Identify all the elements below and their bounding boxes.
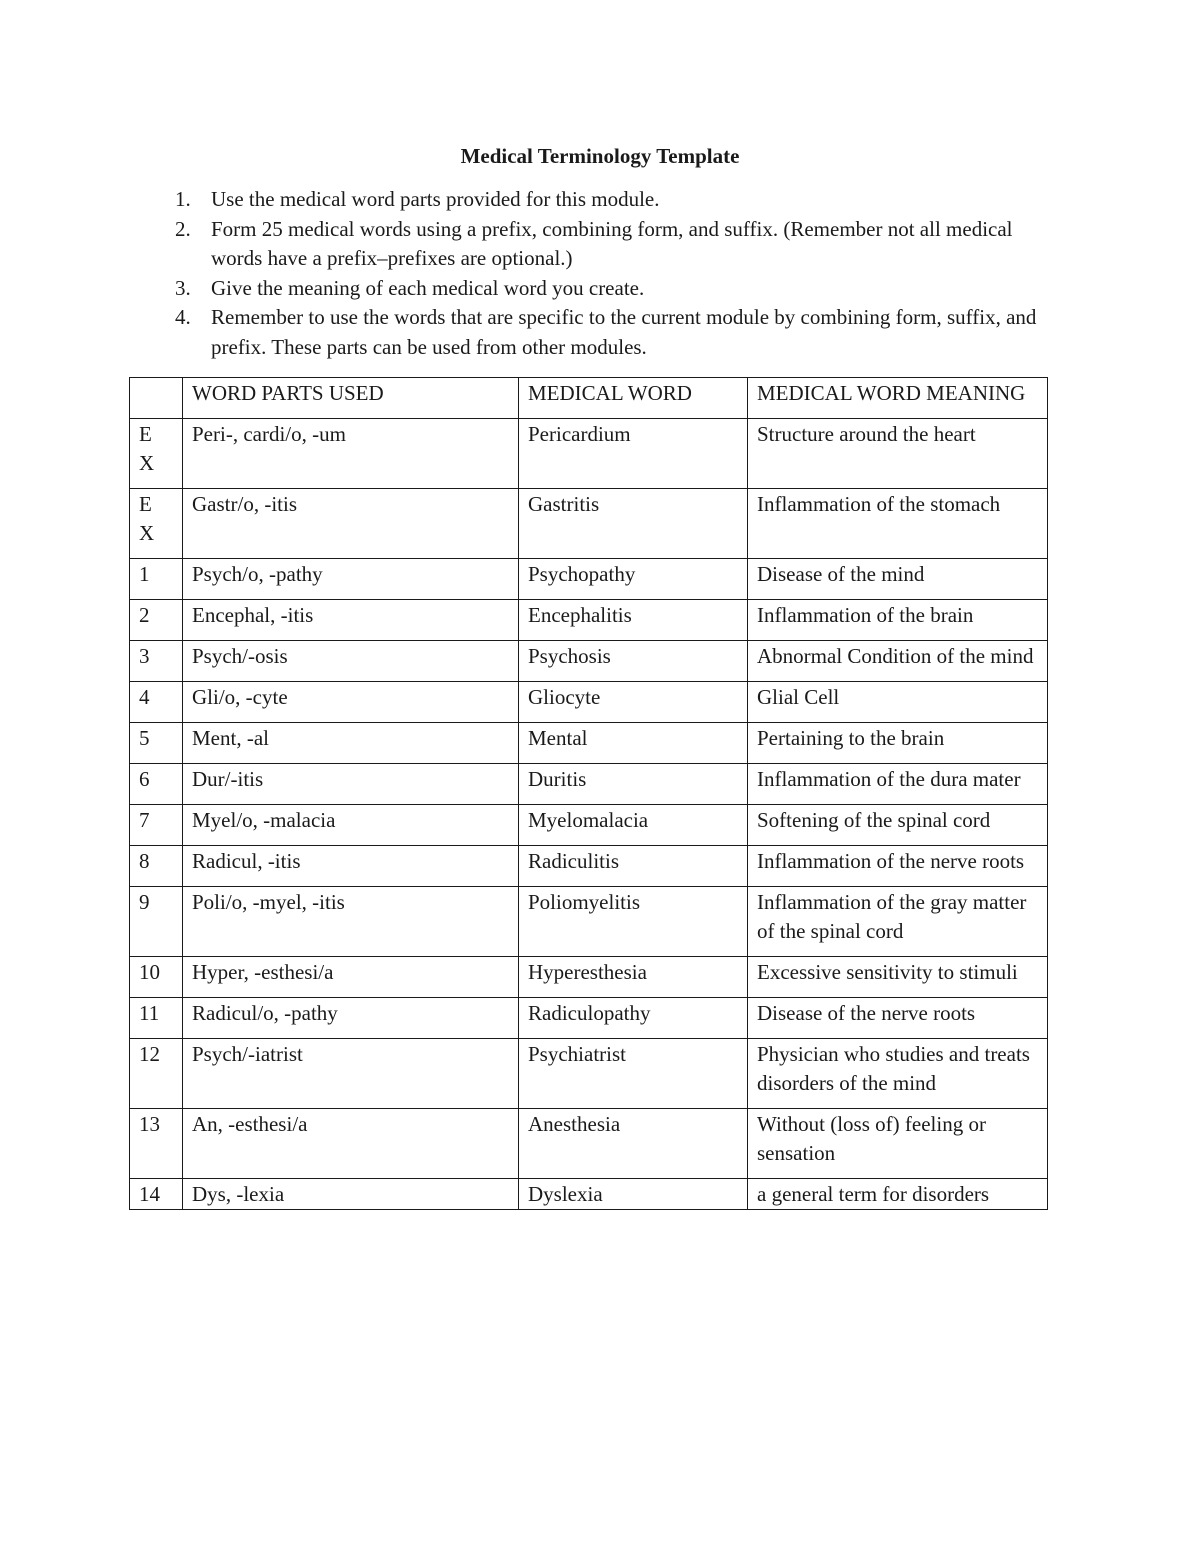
instruction-number: 4.: [175, 305, 191, 329]
instruction-text: Use the medical word parts provided for this module.: [211, 187, 660, 211]
row-index-cell: 14: [130, 1179, 183, 1210]
example-label: EX: [139, 422, 155, 475]
row-index-cell: 8: [130, 846, 183, 887]
page-title: Medical Terminology Template: [460, 144, 740, 168]
table-row: [130, 682, 1048, 723]
instruction-number: 3.: [175, 275, 191, 300]
meaning-cell: Pertaining to the brain: [748, 723, 1048, 764]
row-index-cell: 9: [130, 887, 183, 957]
medical-word-cell: Dyslexia: [519, 1179, 748, 1210]
row-index-cell: 6: [130, 764, 183, 805]
instruction-number: 1.: [175, 187, 191, 211]
table-row: [130, 641, 1048, 682]
meaning-cell: Without (loss of) feeling or sensation: [748, 1109, 1048, 1179]
word-parts-cell: Radicul/o, -pathy: [183, 998, 519, 1039]
word-parts-cell: Poli/o, -myel, -itis: [183, 887, 519, 957]
row-index-cell: [130, 419, 183, 489]
table-row: [130, 723, 1048, 764]
row-index-cell: 4: [130, 682, 183, 723]
header-cell-medical-word: MEDICAL WORD: [519, 378, 748, 419]
meaning-cell: Inflammation of the nerve roots: [748, 846, 1048, 887]
medical-word-cell: Myelomalacia: [519, 805, 748, 846]
table-row: [130, 887, 1048, 957]
medical-word-cell: Encephalitis: [519, 600, 748, 641]
table-row: [130, 957, 1048, 998]
row-index-cell: 2: [130, 600, 183, 641]
medical-word-cell: Gastritis: [519, 489, 748, 559]
meaning-cell: Softening of the spinal cord: [748, 805, 1048, 846]
medical-word-cell: Mental: [519, 723, 748, 764]
table-row: [130, 846, 1048, 887]
medical-word-cell: Radiculitis: [519, 846, 748, 887]
header-cell-index: [130, 378, 183, 419]
word-parts-cell: Psych/-osis: [183, 641, 519, 682]
instruction-number: 2.: [175, 216, 191, 241]
table-row: [130, 764, 1048, 805]
header-cell-meaning: MEDICAL WORD MEANING: [748, 378, 1048, 419]
instruction-text: Give the meaning of each medical word you create.: [211, 275, 645, 300]
meaning-cell: a general term for disorders: [748, 1179, 1048, 1210]
meaning-cell: Disease of the mind: [748, 559, 1048, 600]
table-row: [130, 600, 1048, 641]
word-parts-cell: Psych/-iatrist: [183, 1039, 519, 1109]
table-row: [130, 1039, 1048, 1109]
table-header-row: [130, 378, 1048, 419]
table-row: [130, 1109, 1048, 1179]
table-row: [130, 998, 1048, 1039]
meaning-cell: Inflammation of the stomach: [748, 489, 1048, 559]
medical-word-cell: Radiculopathy: [519, 998, 748, 1039]
word-parts-cell: Psych/o, -pathy: [183, 559, 519, 600]
word-parts-cell: Radicul, -itis: [183, 846, 519, 887]
terminology-table: [129, 377, 1048, 1210]
row-index-cell: 3: [130, 641, 183, 682]
meaning-cell: Structure around the heart: [748, 419, 1048, 489]
row-index-cell: 12: [130, 1039, 183, 1109]
terminology-table-body: [130, 378, 1048, 1210]
word-parts-cell: An, -esthesi/a: [183, 1109, 519, 1179]
instruction-item: [172, 303, 1042, 362]
meaning-cell: Physician who studies and treats disorders of the mind: [748, 1039, 1048, 1109]
instruction-item: [172, 274, 1042, 304]
word-parts-cell: Gastr/o, -itis: [183, 489, 519, 559]
medical-word-cell: Psychiatrist: [519, 1039, 748, 1109]
row-index-cell: [130, 489, 183, 559]
medical-word-cell: Hyperesthesia: [519, 957, 748, 998]
table-row: [130, 489, 1048, 559]
word-parts-cell: Dur/-itis: [183, 764, 519, 805]
instruction-item: [172, 215, 1042, 274]
header-cell-word-parts: WORD PARTS USED: [183, 378, 519, 419]
instructions-list: [172, 185, 1042, 362]
word-parts-cell: Peri-, cardi/o, -um: [183, 419, 519, 489]
medical-word-cell: Gliocyte: [519, 682, 748, 723]
meaning-cell: Inflammation of the dura mater: [748, 764, 1048, 805]
medical-word-cell: Psychosis: [519, 641, 748, 682]
medical-word-cell: Psychopathy: [519, 559, 748, 600]
word-parts-cell: Hyper, -esthesi/a: [183, 957, 519, 998]
word-parts-cell: Ment, -al: [183, 723, 519, 764]
table-row: [130, 805, 1048, 846]
meaning-cell: Excessive sensitivity to stimuli: [748, 957, 1048, 998]
example-label: EX: [139, 492, 155, 545]
word-parts-cell: Encephal, -itis: [183, 600, 519, 641]
instruction-text: Remember to use the words that are specific to the current module by combining form, suffix, and prefix. These parts can be used from other modules.: [211, 305, 1037, 359]
meaning-cell: Abnormal Condition of the mind: [748, 641, 1048, 682]
word-parts-cell: Gli/o, -cyte: [183, 682, 519, 723]
instruction-item: [172, 185, 1042, 215]
table-row: [130, 419, 1048, 489]
row-index-cell: 5: [130, 723, 183, 764]
row-index-cell: 11: [130, 998, 183, 1039]
meaning-cell: Disease of the nerve roots: [748, 998, 1048, 1039]
medical-word-cell: Anesthesia: [519, 1109, 748, 1179]
table-row: [130, 559, 1048, 600]
row-index-cell: 13: [130, 1109, 183, 1179]
row-index-cell: 7: [130, 805, 183, 846]
table-row: [130, 1179, 1048, 1210]
meaning-cell: Inflammation of the gray matter of the spinal cord: [748, 887, 1048, 957]
row-index-cell: 10: [130, 957, 183, 998]
word-parts-cell: Dys, -lexia: [183, 1179, 519, 1210]
meaning-cell: Glial Cell: [748, 682, 1048, 723]
instruction-text: Form 25 medical words using a prefix, combining form, and suffix. (Remember not all medical words have a prefix–prefixes are optional.): [211, 216, 1013, 270]
row-index-cell: 1: [130, 559, 183, 600]
word-parts-cell: Myel/o, -malacia: [183, 805, 519, 846]
medical-word-cell: Duritis: [519, 764, 748, 805]
medical-word-cell: Pericardium: [519, 419, 748, 489]
medical-word-cell: Poliomyelitis: [519, 887, 748, 957]
meaning-cell: Inflammation of the brain: [748, 600, 1048, 641]
